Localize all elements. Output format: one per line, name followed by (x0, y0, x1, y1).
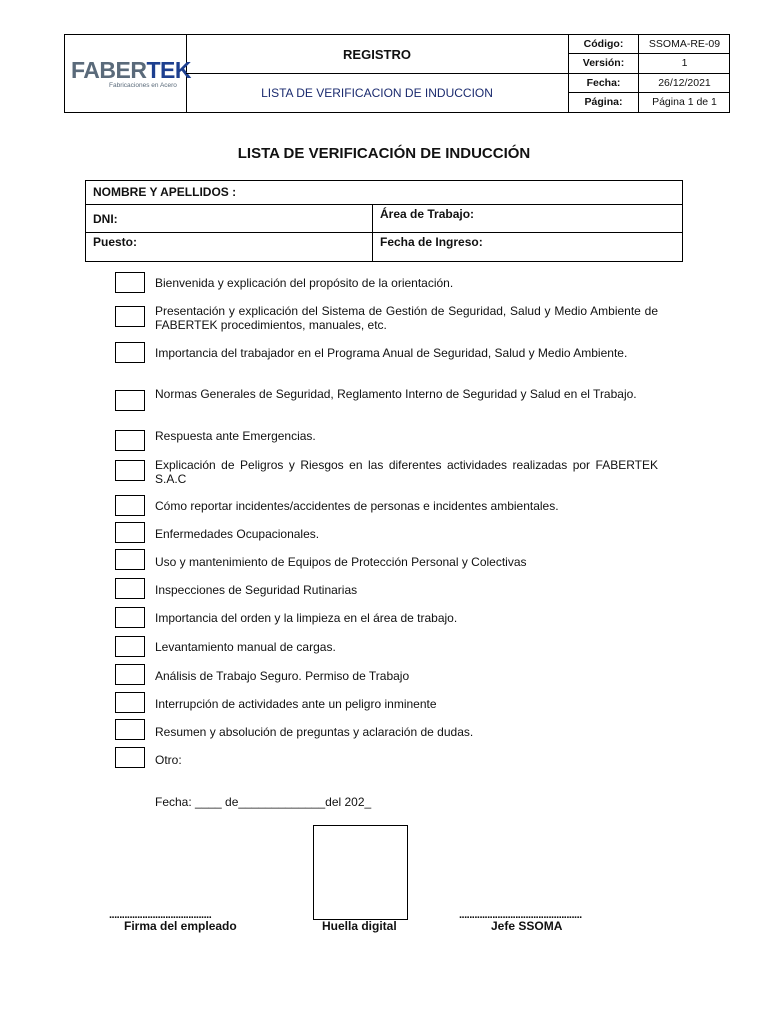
checklist-item: Interrupción de actividades ante un peligro inminente (155, 697, 437, 711)
checklist-item: Bienvenida y explicación del propósito de la orientación. (155, 276, 454, 290)
checkbox[interactable] (115, 664, 145, 685)
document-meta (569, 35, 730, 112)
checklist-item-otro: Otro: (155, 753, 182, 767)
meta-row-pagina: Página: Página 1 de 1 (569, 93, 730, 112)
checkbox[interactable] (115, 549, 145, 570)
employee-info-table (85, 180, 683, 262)
checklist-item: Cómo reportar incidentes/accidentes de personas e incidentes ambientales. (155, 499, 559, 513)
checklist-item: Enfermedades Ocupacionales. (155, 527, 320, 541)
firma-empleado-label: Firma del empleado (124, 919, 237, 933)
checkbox[interactable] (115, 430, 145, 451)
fingerprint-box[interactable] (313, 825, 408, 920)
header-subtitle: LISTA DE VERIFICACION DE INDUCCION (261, 86, 493, 100)
field-fecha-ingreso[interactable]: Fecha de Ingreso: (380, 235, 483, 249)
field-dni[interactable]: DNI: (86, 205, 373, 232)
registro-label: REGISTRO (186, 35, 568, 74)
signature-line-empleado[interactable]: ........................................ (109, 909, 212, 921)
checkbox[interactable] (115, 390, 145, 411)
huella-digital-label: Huella digital (322, 919, 397, 933)
checklist-item: Inspecciones de Seguridad Rutinarias (155, 583, 358, 597)
field-area[interactable]: Área de Trabajo: (380, 207, 475, 221)
field-puesto[interactable]: Puesto: (86, 233, 373, 261)
checklist-item: Resumen y absolución de preguntas y aclaración de dudas. (155, 725, 474, 739)
checkbox[interactable] (115, 495, 145, 516)
signature-line-jefe[interactable]: ................................................ (459, 909, 582, 921)
page-title: LISTA DE VERIFICACIÓN DE INDUCCIÓN (237, 145, 531, 162)
checkbox[interactable] (115, 719, 145, 740)
document-header (64, 34, 730, 113)
jefe-ssoma-label: Jefe SSOMA (491, 919, 563, 933)
meta-row-codigo: Código: SSOMA-RE-09 (569, 35, 730, 54)
checkbox[interactable] (115, 272, 145, 293)
checklist-item: Explicación de Peligros y Riesgos en las diferentes actividades realizadas por FABERTEK S.A.C (155, 458, 658, 486)
logo-tagline: Fabricaciones en Acero (109, 82, 177, 89)
company-logo (65, 35, 191, 112)
checkbox[interactable] (115, 607, 145, 628)
checklist-item: Análisis de Trabajo Seguro. Permiso de Trabajo (155, 669, 410, 683)
checklist-item: Normas Generales de Seguridad, Reglamento Interno de Seguridad y Salud en el Trabajo. (155, 387, 637, 401)
header-title-cell (186, 35, 569, 112)
checkbox[interactable] (115, 306, 145, 327)
checklist-item: Importancia del orden y la limpieza en el área de trabajo. (155, 611, 458, 625)
logo-wordmark: FABERTEK (71, 57, 191, 83)
checkbox[interactable] (115, 460, 145, 481)
checkbox[interactable] (115, 522, 145, 543)
checkbox[interactable] (115, 342, 145, 363)
meta-row-version: Versión: 1 (569, 54, 730, 73)
checkbox[interactable] (115, 636, 145, 657)
checklist-item: Importancia del trabajador en el Programa Anual de Seguridad, Salud y Medio Ambiente. (155, 346, 628, 360)
meta-row-fecha: Fecha: 26/12/2021 (569, 74, 730, 93)
checkbox[interactable] (115, 578, 145, 599)
checkbox[interactable] (115, 692, 145, 713)
checklist-item: Presentación y explicación del Sistema de Gestión de Seguridad, Salud y Medio Ambiente de FABERTEK procedimientos, manuales, etc. (155, 304, 658, 332)
checkbox[interactable] (115, 747, 145, 768)
field-nombre[interactable]: NOMBRE Y APELLIDOS : (86, 181, 682, 205)
signature-date-line[interactable]: Fecha: ____ de_____________del 202_ (155, 795, 372, 809)
checklist-item: Uso y mantenimiento de Equipos de Protección Personal y Colectivas (155, 555, 527, 569)
checklist-item: Levantamiento manual de cargas. (155, 640, 336, 654)
checklist-item: Respuesta ante Emergencias. (155, 429, 316, 443)
